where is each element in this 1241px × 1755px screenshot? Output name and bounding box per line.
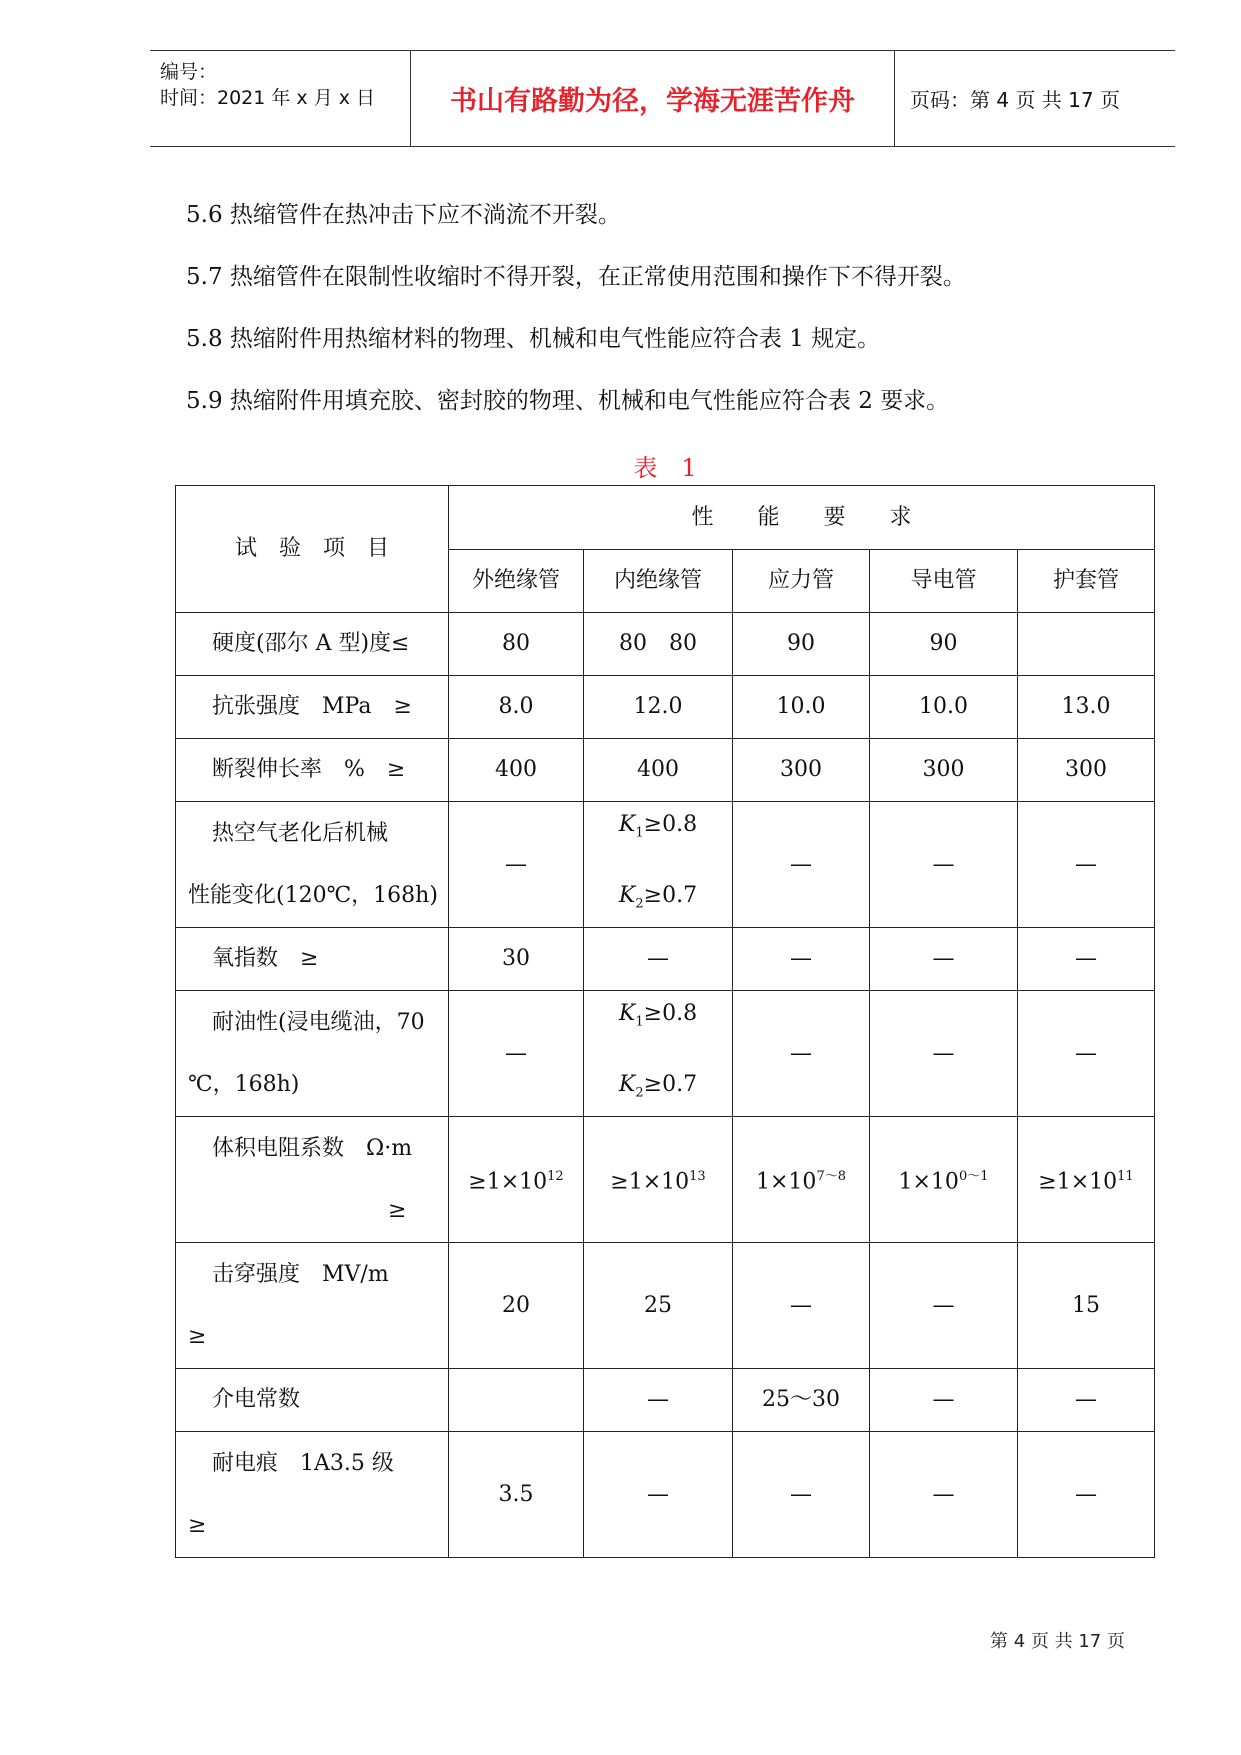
row-item-line1: 击穿强度 MV/m: [212, 1261, 389, 1287]
k2-value: $K_2\ge 0.7$: [618, 882, 698, 911]
document-time-label: 时间：2021 年 x 月 x 日: [160, 87, 376, 109]
table-cell: —: [733, 1432, 870, 1558]
table-row: [176, 1369, 1155, 1432]
table-cell: 12.0: [584, 676, 733, 739]
table-row: [176, 676, 1155, 739]
header-motto: 书山有路勤为径，学海无涯苦作舟: [450, 86, 855, 117]
table-cell: 300: [1018, 739, 1155, 802]
table-cell: —: [1018, 928, 1155, 991]
row-item: [176, 1432, 449, 1558]
column-header: 外绝缘管: [449, 550, 584, 613]
table-cell: —: [733, 991, 870, 1117]
table-cell: —: [449, 991, 584, 1117]
table-cell: 80: [449, 613, 584, 676]
row-item: [176, 1369, 449, 1432]
table-cell: 30: [449, 928, 584, 991]
row-item-line1: 氧指数 ≥: [212, 946, 319, 971]
row-item-line1: 介电常数: [212, 1387, 301, 1412]
table-row: [176, 991, 1155, 1117]
header-divider: [894, 51, 895, 146]
table-cell: —: [1018, 1369, 1155, 1432]
group-header-cell: [449, 486, 1155, 550]
resistivity-cell: $1\times 10^{0\sim 1}$: [870, 1117, 1018, 1243]
row-item: [176, 928, 449, 991]
table-cell: 90: [870, 613, 1018, 676]
table-cell: —: [870, 1243, 1018, 1369]
table-row: [176, 613, 1155, 676]
item-header: 试 验 项 目: [234, 536, 389, 561]
table-cell: 300: [733, 739, 870, 802]
table-cell: —: [870, 1369, 1018, 1432]
table-cell: —: [870, 802, 1018, 928]
table-cell: 400: [449, 739, 584, 802]
resistivity-cell: $1\times 10^{7\sim 8}$: [733, 1117, 870, 1243]
page-header: [150, 50, 1175, 147]
table-cell: —: [733, 802, 870, 928]
resistivity-cell: $\ge 1\times 10^{13}$: [584, 1117, 733, 1243]
group-header: 性 能 要 求: [691, 504, 912, 530]
table-cell: 15: [1018, 1243, 1155, 1369]
row-item-line1: 热空气老化后机械: [212, 820, 389, 846]
paragraph-5-9: 5.9 热缩附件用填充胶、密封胶的物理、机械和电气性能应符合表 2 要求。: [186, 388, 950, 414]
row-item: [176, 802, 449, 928]
table-cell: —: [584, 1369, 733, 1432]
column-header: 护套管: [1018, 550, 1155, 613]
k-values-cell: [584, 991, 733, 1117]
row-item-line2: ≥: [188, 1512, 207, 1538]
column-header: 应力管: [733, 550, 870, 613]
table-cell: —: [870, 1432, 1018, 1558]
table-row: [176, 1243, 1155, 1369]
performance-table: [175, 485, 1155, 1558]
k2-value: $K_2\ge 0.7$: [618, 1071, 698, 1100]
column-header: 内绝缘管: [584, 550, 733, 613]
k1-value: $K_1\ge 0.8$: [618, 812, 698, 841]
column-header: 导电管: [870, 550, 1018, 613]
table-cell: —: [870, 928, 1018, 991]
table-cell: 90: [733, 613, 870, 676]
item-header-cell: [176, 486, 449, 613]
row-item: [176, 1243, 449, 1369]
table-cell: 10.0: [870, 676, 1018, 739]
row-item-line1: 耐油性(浸电缆油，70: [212, 1009, 425, 1035]
row-item-line1: 耐电痕 1A3.5 级: [212, 1450, 394, 1476]
table-cell: [449, 1369, 584, 1432]
table-cell: 300: [870, 739, 1018, 802]
document-number-label: 编号：: [160, 61, 218, 83]
row-item-line2: ≥: [388, 1197, 407, 1223]
table-cell: 25～30: [733, 1369, 870, 1432]
table-cell: 10.0: [733, 676, 870, 739]
row-item-line1: 硬度(邵尔 A 型)度≤: [212, 631, 410, 656]
table-cell: —: [1018, 802, 1155, 928]
table-cell: 3.5: [449, 1432, 584, 1558]
table-cell: 13.0: [1018, 676, 1155, 739]
table-row: [176, 1117, 1155, 1243]
table-cell: —: [1018, 1432, 1155, 1558]
row-item: [176, 991, 449, 1117]
table-cell: 25: [584, 1243, 733, 1369]
k1-value: $K_1\ge 0.8$: [618, 1001, 698, 1030]
table-cell: —: [870, 991, 1018, 1117]
table-caption: 表 1: [633, 454, 697, 482]
header-meta: [160, 59, 410, 111]
paragraph-5-7: 5.7 热缩管件在限制性收缩时不得开裂，在正常使用范围和操作下不得开裂。: [186, 264, 966, 290]
table-cell: —: [584, 928, 733, 991]
table-cell: 20: [449, 1243, 584, 1369]
paragraph-5-6: 5.6 热缩管件在热冲击下应不淌流不开裂。: [186, 202, 621, 228]
resistivity-cell: $\ge 1\times 10^{12}$: [449, 1117, 584, 1243]
table-cell: 80 80: [584, 613, 733, 676]
row-item-line1: 抗张强度 MPa ≥: [212, 694, 412, 719]
row-item-line2: ℃，168h): [188, 1071, 300, 1097]
table-cell: —: [733, 928, 870, 991]
row-item: [176, 613, 449, 676]
table-cell: —: [584, 1432, 733, 1558]
row-item-line1: 断裂伸长率 % ≥: [212, 757, 406, 782]
row-item: [176, 1117, 449, 1243]
table-cell: —: [1018, 991, 1155, 1117]
table-row: [176, 802, 1155, 928]
row-item-line2: 性能变化(120℃，168h): [188, 882, 438, 908]
row-item-line2: ≥: [188, 1323, 207, 1349]
table-cell: [1018, 613, 1155, 676]
k-values-cell: [584, 802, 733, 928]
table-cell: —: [733, 1243, 870, 1369]
row-item: [176, 739, 449, 802]
table-cell: 8.0: [449, 676, 584, 739]
header-page-number: 页码：第 4 页 共 17 页: [910, 88, 1120, 112]
table-row: [176, 1432, 1155, 1558]
row-item: [176, 676, 449, 739]
resistivity-cell: $\ge 1\times 10^{11}$: [1018, 1117, 1155, 1243]
page-footer: 第 4 页 共 17 页: [990, 1631, 1125, 1652]
table-row: [176, 739, 1155, 802]
table-row: [176, 928, 1155, 991]
paragraph-5-8: 5.8 热缩附件用热缩材料的物理、机械和电气性能应符合表 1 规定。: [186, 326, 881, 352]
row-item-line1: 体积电阻系数 Ω·m: [212, 1135, 413, 1161]
table-cell: 400: [584, 739, 733, 802]
table-cell: —: [449, 802, 584, 928]
